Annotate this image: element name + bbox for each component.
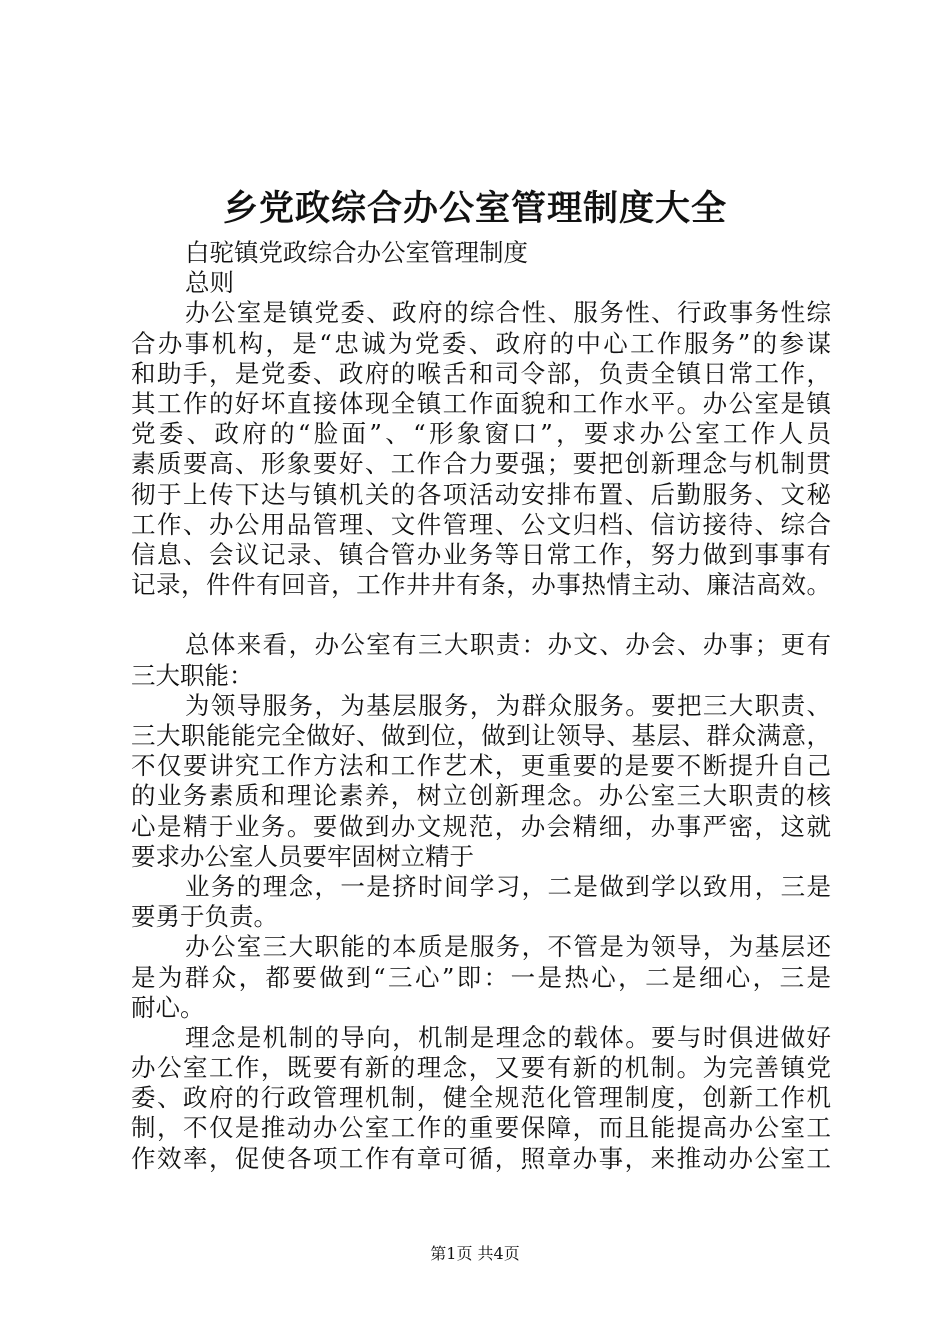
text-line: 要求办公室人员要牢固树立精于 <box>131 841 474 871</box>
document-title: 乡党政综合办公室管理制度大全 <box>222 188 727 229</box>
text-line: 的业务素质和理论素养，树立创新理念。办公室三大职责的核 <box>131 781 831 811</box>
text-line: 合办事机构，是“忠诚为党委、政府的中心工作服务”的参谋 <box>131 328 831 358</box>
text-line: 素质要高、形象要好、工作合力要强；要把创新理念与机制贯 <box>131 449 831 479</box>
text-line: 三大职能： <box>131 660 254 690</box>
text-line: 党委、政府的“脸面”、“形象窗口”，要求办公室工作人员 <box>131 419 831 449</box>
blank-line <box>131 600 831 630</box>
text-line: 作效率，促使各项工作有章可循，照章办事，来推动办公室工 <box>131 1143 831 1173</box>
page-footer: 第1页 共4页 <box>430 1244 520 1263</box>
text-line: 工作、办公用品管理、文件管理、公文归档、信访接待、综合 <box>131 509 831 539</box>
text-line: 信息、会议记录、镇合管办业务等日常工作，努力做到事事有 <box>131 539 831 569</box>
text-line: 是为群众，都要做到“三心”即：一是热心，二是细心，三是 <box>131 962 831 992</box>
text-line: 办公室工作，既要有新的理念，又要有新的机制。为完善镇党 <box>131 1053 831 1083</box>
text-line: 心是精于业务。要做到办文规范，办会精细，办事严密，这就 <box>131 811 831 841</box>
text-line: 业务的理念，一是挤时间学习，二是做到学以致用，三是 <box>185 871 831 901</box>
text-line: 要勇于负责。 <box>131 902 278 932</box>
text-line: 总则 <box>185 268 234 298</box>
text-line: 办公室是镇党委、政府的综合性、服务性、行政事务性综 <box>185 298 831 328</box>
text-line: 理念是机制的导向，机制是理念的载体。要与时俱进做好 <box>185 1022 831 1052</box>
text-line: 其工作的好坏直接体现全镇工作面貌和工作水平。办公室是镇 <box>131 388 831 418</box>
text-line: 白驼镇党政综合办公室管理制度 <box>185 238 528 267</box>
text-line: 总体来看，办公室有三大职责：办文、办会、办事；更有 <box>185 630 831 660</box>
text-line: 记录，件件有回音，工作井井有条，办事热情主动、廉洁高效。 <box>131 570 831 600</box>
text-line: 三大职能能完全做好、做到位，做到让领导、基层、群众满意， <box>131 721 831 750</box>
text-line: 不仅要讲究工作方法和工作艺术，更重要的是要不断提升自己 <box>131 751 831 781</box>
text-line: 委、政府的行政管理机制，健全规范化管理制度，创新工作机 <box>131 1083 831 1113</box>
text-line: 制，不仅是推动办公室工作的重要保障，而且能提高办公室工 <box>131 1113 831 1143</box>
text-line: 耐心。 <box>131 992 205 1022</box>
text-line: 和助手，是党委、政府的喉舌和司令部，负责全镇日常工作， <box>131 358 831 388</box>
text-line: 办公室三大职能的本质是服务，不管是为领导，为基层还 <box>185 932 831 962</box>
document-body <box>131 238 831 1174</box>
text-line: 为领导服务，为基层服务，为群众服务。要把三大职责、 <box>185 690 831 720</box>
text-line: 彻于上传下达与镇机关的各项活动安排布置、后勤服务、文秘 <box>131 479 831 509</box>
